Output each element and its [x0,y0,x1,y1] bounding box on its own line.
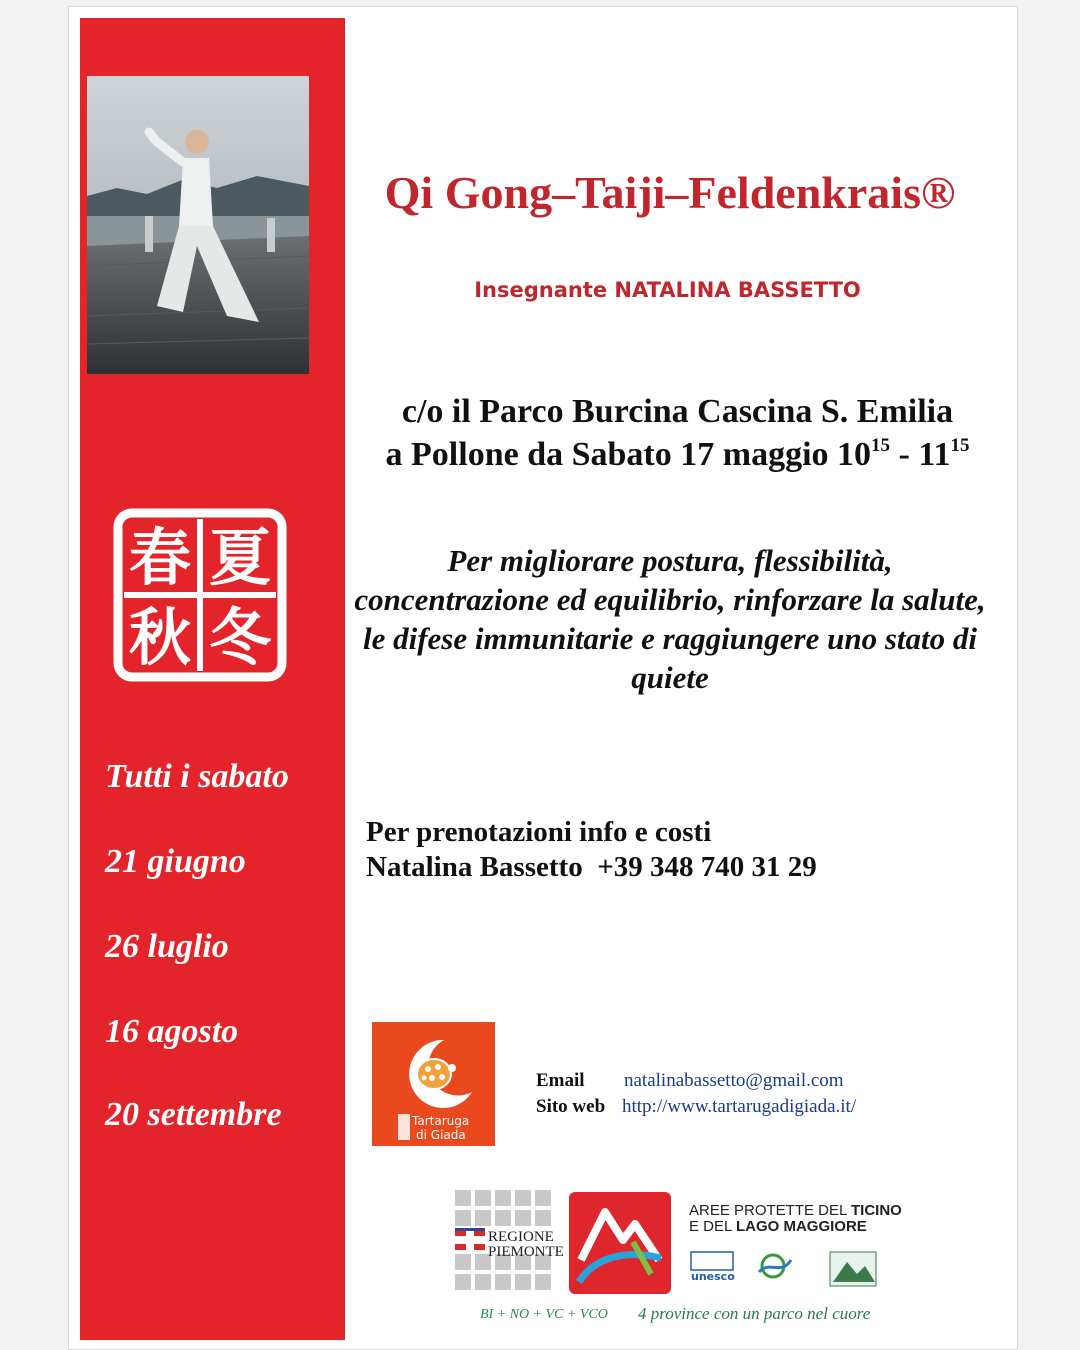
venue-block [345,390,1010,476]
date-item: 20 settembre [105,1096,282,1133]
regione-label-1: REGIONE [488,1229,554,1245]
footer-motto: 4 province con un parco nel cuore [638,1304,871,1323]
aree-protette-logo [689,1202,902,1286]
benefits-text: Per migliorare postura, flessibilità, concentrazione ed equilibrio, rinforzare la salute, le difese immunitarie e raggiungere uno stato di quiete [354,543,986,695]
unesco-label: unesco [691,1270,735,1283]
email-row [536,1068,856,1094]
date-item: 26 luglio [105,928,229,965]
website-label: Sito web [536,1096,606,1117]
svg-text:秋: 秋 [128,601,192,674]
svg-text:AREE PROTETTE DEL TICINO: AREE PROTETTE DEL TICINO [689,1202,902,1219]
svg-text:冬: 冬 [208,601,272,674]
tartaruga-logo-line-2: di Giada [416,1128,466,1142]
venue-line-1: c/o il Parco Burcina Cascina S. Emilia [401,393,954,430]
email-link[interactable]: natalinabassetto@gmail.com [624,1070,844,1091]
booking-info [366,815,817,885]
website-row [536,1094,856,1120]
booking-line-2: Natalina Bassetto +39 348 740 31 29 [366,851,817,883]
date-item: 16 agosto [105,1013,239,1050]
poster-title: Qi Gong–Taiji–Feldenkrais® [384,167,956,218]
tartaruga-logo-line-1: Tartaruga [412,1114,470,1128]
park-mountain-logo [569,1192,671,1294]
four-seasons-seal-icon [110,505,290,685]
svg-text:E DEL LAGO MAGGIORE: E DEL LAGO MAGGIORE [689,1218,867,1235]
date-item: 21 giugno [105,843,246,880]
tartaruga-logo [372,1022,495,1146]
booking-line-1: Per prenotazioni info e costi [366,816,712,848]
svg-text:夏: 夏 [208,521,272,594]
venue-line-2: a Pollone da Sabato 17 maggio $10^{15} - 11^{15}$ [385,435,970,473]
regione-label-2: PIEMONTE [488,1244,564,1260]
tai-chi-photo [87,76,309,374]
teacher-line: Insegnante NATALINA BASSETTO [474,278,861,302]
contact-block [536,1068,856,1120]
email-label: Email [536,1070,585,1091]
regione-piemonte-logo [455,1190,564,1290]
schedule-heading: Tutti i sabato [105,758,289,795]
footer-provinces: BI + NO + VC + VCO [480,1307,608,1322]
svg-text:春: 春 [128,521,192,594]
website-link[interactable]: http://www.tartarugadigiada.it/ [622,1096,857,1117]
